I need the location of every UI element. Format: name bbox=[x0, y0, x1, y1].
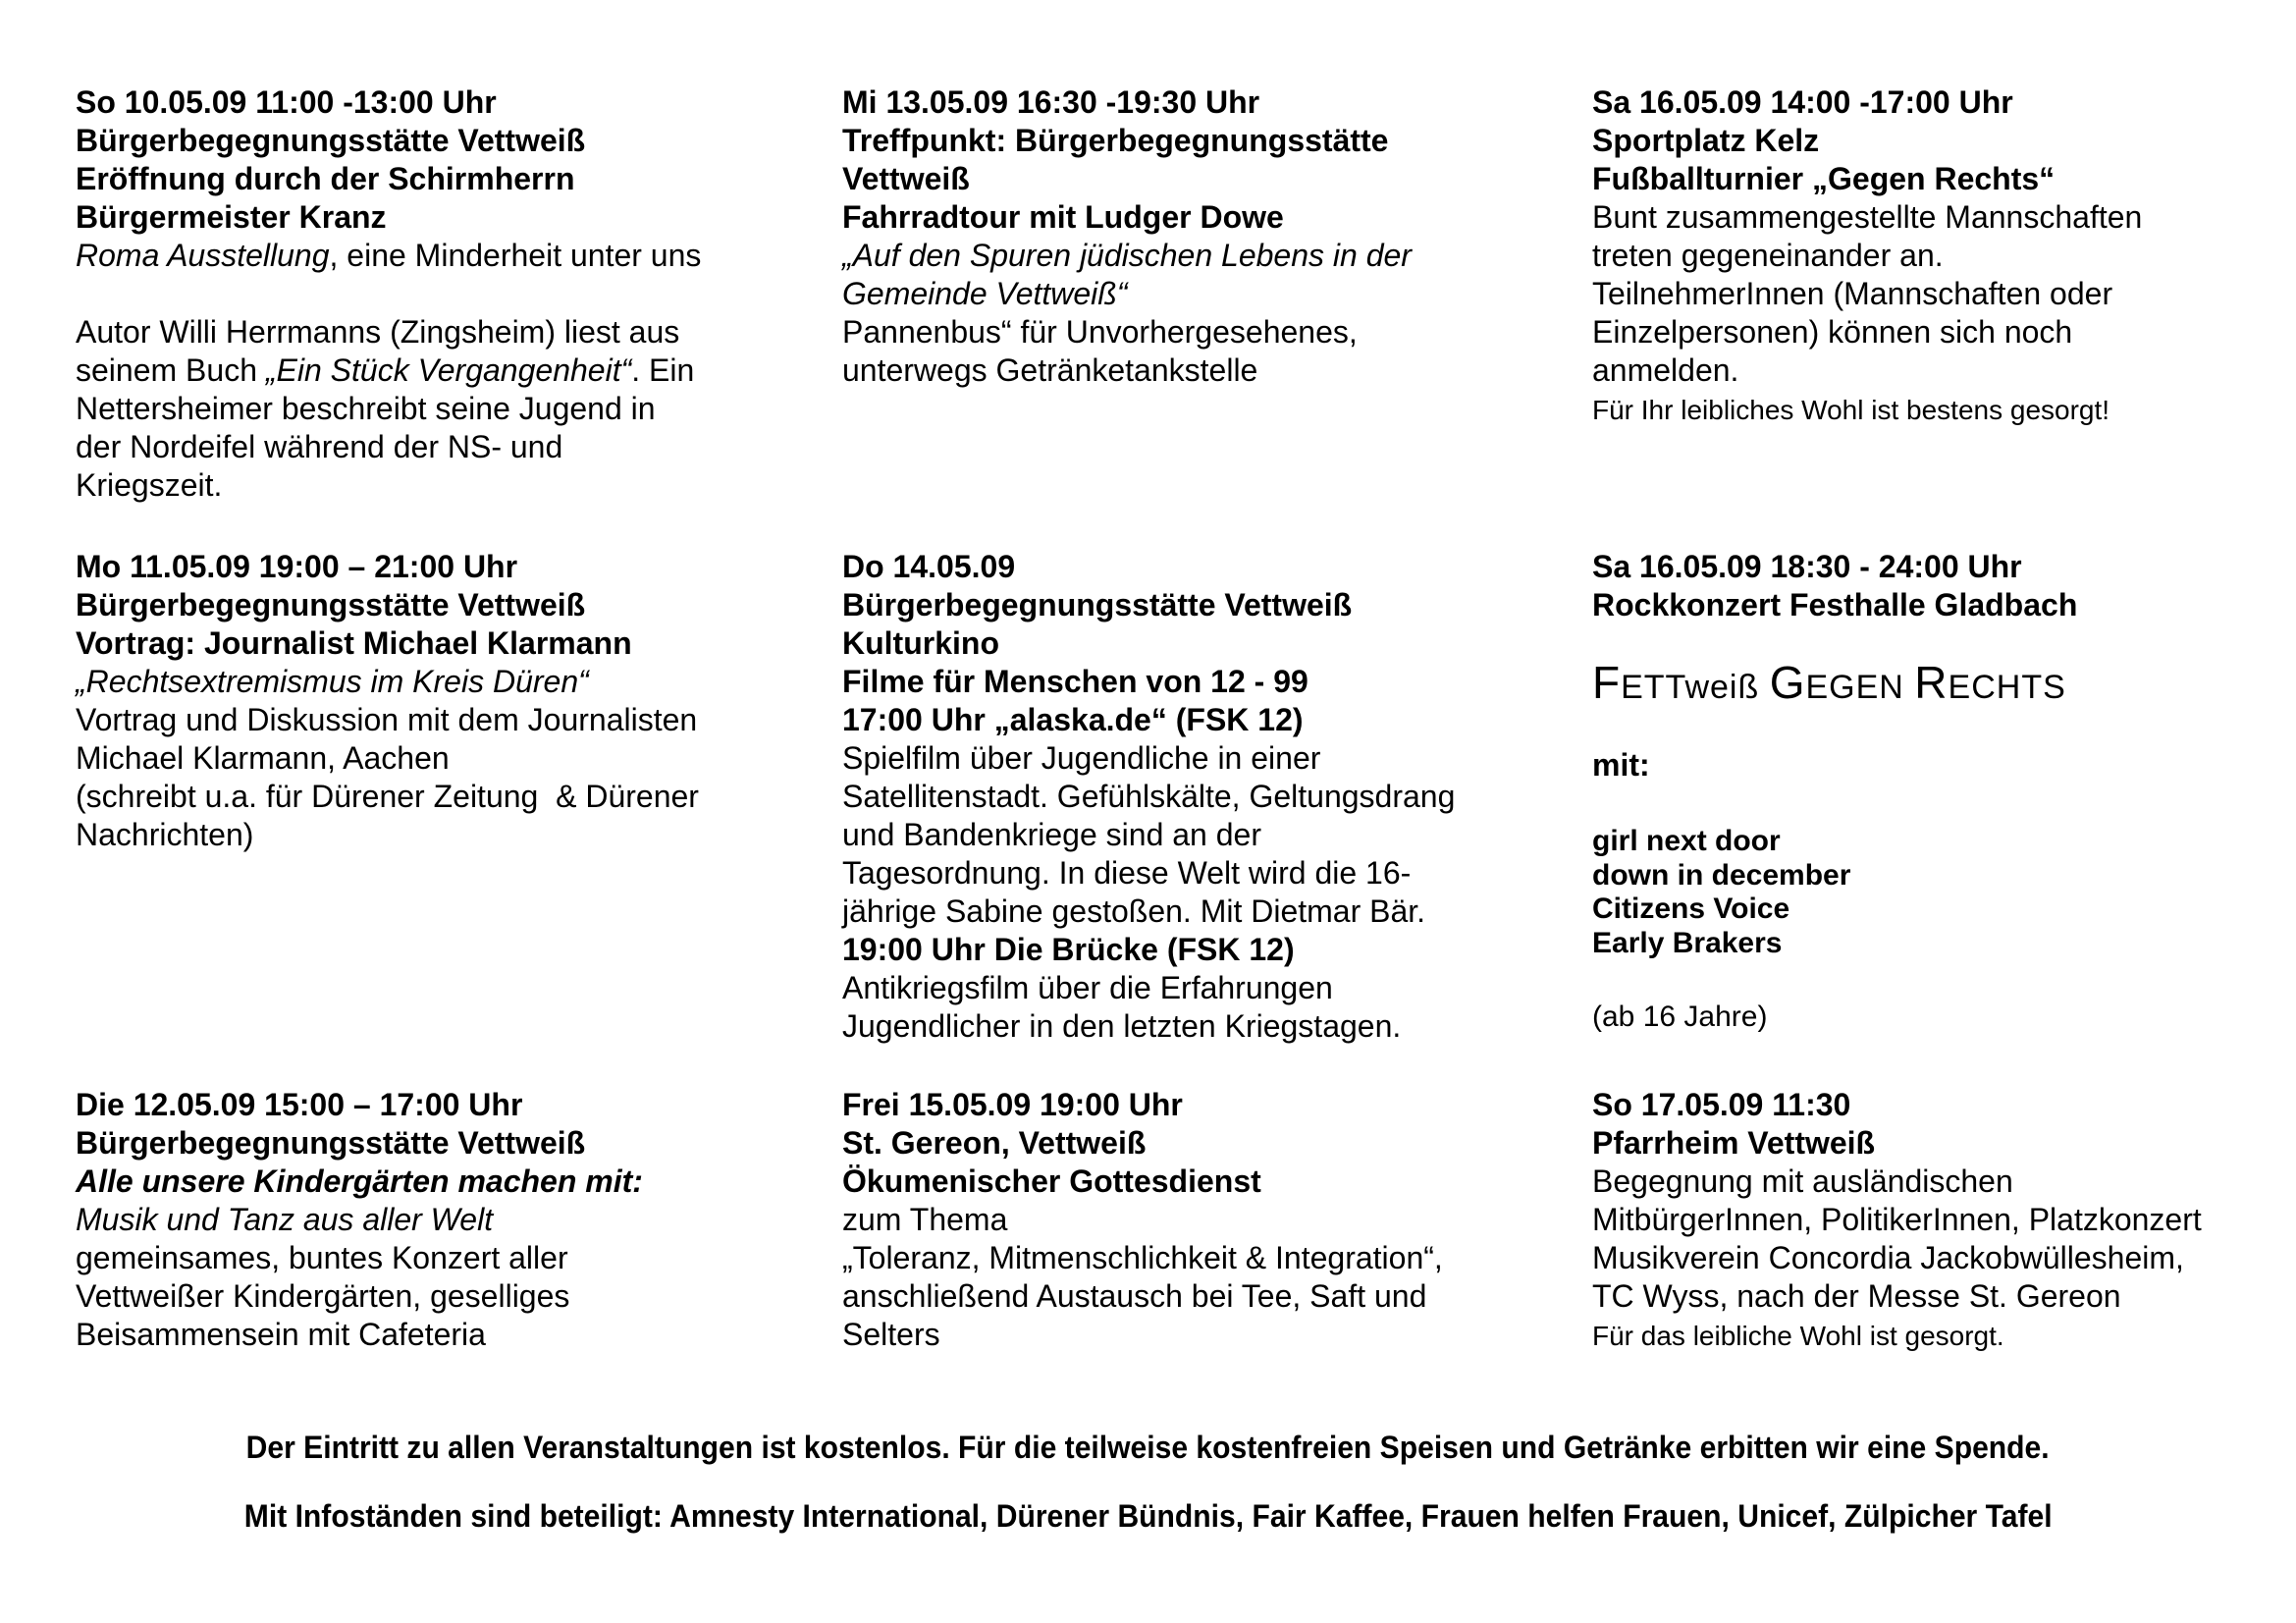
text-line bbox=[1592, 997, 1767, 1036]
text-line bbox=[842, 1201, 1443, 1239]
text-run: So 17.05.09 11:30 bbox=[1592, 1087, 1851, 1122]
text-run bbox=[1759, 669, 1769, 706]
text-line bbox=[842, 1163, 1443, 1201]
text-run: Beisammensein mit Cafeteria bbox=[76, 1317, 486, 1352]
event-fri-ecumenical-service bbox=[842, 1086, 1443, 1354]
text-line bbox=[842, 275, 1412, 313]
text-run: Mi 13.05.09 16:30 -19:30 Uhr bbox=[842, 84, 1260, 120]
text-line bbox=[76, 198, 701, 237]
text-line bbox=[842, 1316, 1443, 1354]
text-run: Bürgermeister Kranz bbox=[76, 199, 387, 235]
text-line bbox=[76, 160, 701, 198]
text-run: Filme für Menschen von 12 - 99 bbox=[842, 664, 1308, 699]
text-run: Do 14.05.09 bbox=[842, 549, 1016, 584]
text-line bbox=[76, 275, 701, 313]
text-line bbox=[842, 122, 1412, 160]
text-run: Für Ihr leibliches Wohl ist bestens gesorgt! bbox=[1592, 395, 2110, 425]
text-run: Tagesordnung. In diese Welt wird die 16- bbox=[842, 855, 1412, 891]
event-mon-lecture-klarmann bbox=[76, 548, 699, 854]
text-line bbox=[1592, 122, 2142, 160]
text-run: anmelden. bbox=[1592, 352, 1739, 388]
text-run: Vettweiß bbox=[842, 161, 970, 196]
text-line bbox=[842, 83, 1412, 122]
text-run: „Toleranz, Mitmenschlichkeit & Integration“, bbox=[842, 1240, 1443, 1275]
event-sun-opening-roma-exhibition bbox=[76, 83, 701, 505]
text-line bbox=[842, 969, 1455, 1007]
text-run: R bbox=[1914, 657, 1949, 708]
text-run: Jugendlicher in den letzten Kriegstagen. bbox=[842, 1008, 1402, 1044]
text-line bbox=[76, 778, 699, 816]
text-line bbox=[76, 586, 699, 624]
text-line bbox=[1592, 160, 2142, 198]
text-run: seinem Buch bbox=[76, 352, 266, 388]
text-line bbox=[1592, 821, 1781, 860]
text-line bbox=[842, 816, 1455, 854]
text-line bbox=[1592, 1201, 2202, 1239]
text-run: 17:00 Uhr „alaska.de“ (FSK 12) bbox=[842, 702, 1304, 737]
text-line bbox=[1592, 1239, 2202, 1277]
text-line bbox=[1592, 923, 1782, 962]
text-run: F bbox=[1592, 657, 1622, 708]
text-line bbox=[76, 390, 701, 428]
text-run: Nettersheimer beschreibt seine Jugend in bbox=[76, 391, 656, 426]
text-run: Citizens Voice bbox=[1592, 893, 1790, 925]
text-run: anschließend Austausch bei Tee, Saft und bbox=[842, 1278, 1427, 1314]
text-line bbox=[76, 1316, 643, 1354]
text-line bbox=[842, 160, 1412, 198]
text-run: Vettweißer Kindergärten, geselliges bbox=[76, 1278, 570, 1314]
text-line bbox=[842, 548, 1455, 586]
event-wed-bike-tour bbox=[842, 83, 1412, 390]
text-line bbox=[842, 624, 1455, 663]
text-run: Spielfilm über Jugendliche in einer bbox=[842, 740, 1321, 776]
text-line bbox=[76, 428, 701, 466]
text-line bbox=[1592, 548, 2022, 586]
text-run: Gemeinde Vettweiß“ bbox=[842, 276, 1128, 311]
text-line bbox=[842, 1277, 1443, 1316]
text-line bbox=[76, 548, 699, 586]
text-run: Eröffnung durch der Schirmherrn bbox=[76, 161, 575, 196]
text-line bbox=[842, 739, 1455, 778]
footer-text: Mit Infoständen sind beteiligt: Amnesty International, Dürener Bündnis, Fair Kaffee, Frauen helfen Frauen, Unicef, Zülpicher Tafel bbox=[243, 1498, 2053, 1534]
text-line bbox=[1592, 352, 2142, 390]
text-run: Musikverein Concordia Jackobwüllesheim, bbox=[1592, 1240, 2184, 1275]
event-thu-culture-cinema bbox=[842, 548, 1455, 1046]
text-line bbox=[76, 1201, 643, 1239]
text-run: gemeinsames, buntes Konzert aller bbox=[76, 1240, 568, 1275]
text-run: Bürgerbegegnungsstätte Vettweiß bbox=[76, 123, 586, 158]
text-line bbox=[1592, 83, 2142, 122]
text-line bbox=[76, 816, 699, 854]
text-line bbox=[842, 198, 1412, 237]
footer-text: Der Eintritt zu allen Veranstaltungen ist kostenlos. Für die teilweise kostenfreien Speisen und Getränke erbitten wir eine Spende. bbox=[245, 1430, 2050, 1465]
text-run: Vortrag: Journalist Michael Klarmann bbox=[76, 625, 632, 661]
text-run: (ab 16 Jahre) bbox=[1592, 1001, 1768, 1033]
text-run: Sa 16.05.09 18:30 - 24:00 Uhr bbox=[1592, 549, 2022, 584]
text-line bbox=[842, 586, 1455, 624]
text-line bbox=[76, 352, 701, 390]
text-run: mit: bbox=[1592, 747, 1650, 783]
text-line bbox=[76, 122, 701, 160]
text-run: Für das leibliche Wohl ist gesorgt. bbox=[1592, 1321, 2004, 1351]
event-tue-kindergarten-concert bbox=[76, 1086, 643, 1354]
text-line bbox=[842, 701, 1455, 739]
text-run: Begegnung mit ausländischen bbox=[1592, 1163, 2013, 1199]
text-run: MitbürgerInnen, PolitikerInnen, Platzkonzert bbox=[1592, 1202, 2202, 1237]
text-line bbox=[76, 701, 699, 739]
text-run: Bürgerbegegnungsstätte Vettweiß bbox=[76, 1125, 586, 1161]
text-run: Bunt zusammengestellte Mannschaften bbox=[1592, 199, 2143, 235]
text-line bbox=[842, 1124, 1443, 1163]
text-run: EGEN bbox=[1805, 669, 1904, 706]
text-run: Rockkonzert Festhalle Gladbach bbox=[1592, 587, 2078, 622]
text-line bbox=[1592, 1086, 2202, 1124]
text-line bbox=[842, 1007, 1455, 1046]
text-line bbox=[76, 466, 701, 505]
text-line bbox=[842, 893, 1455, 931]
text-run: down in december bbox=[1592, 859, 1851, 892]
text-line bbox=[1592, 198, 2142, 237]
text-run bbox=[1904, 669, 1914, 706]
text-run: Alle unsere Kindergärten machen mit: bbox=[76, 1163, 643, 1199]
text-run: „Auf den Spuren jüdischen Lebens in der bbox=[842, 238, 1412, 273]
text-run: Sportplatz Kelz bbox=[1592, 123, 1820, 158]
text-line bbox=[842, 1086, 1443, 1124]
text-run: TeilnehmerInnen (Mannschaften oder bbox=[1592, 276, 2113, 311]
text-run: Fußballturnier „Gegen Rechts“ bbox=[1592, 161, 2056, 196]
text-run: Antikriegsfilm über die Erfahrungen bbox=[842, 970, 1333, 1005]
text-run: Pannenbus“ für Unvorhergesehenes, bbox=[842, 314, 1358, 350]
text-run: „Rechtsextremismus im Kreis Düren“ bbox=[76, 664, 589, 699]
text-run: Early Brakers bbox=[1592, 927, 1783, 959]
text-line bbox=[1592, 275, 2142, 313]
text-run: Kulturkino bbox=[842, 625, 999, 661]
text-run: unterwegs Getränketankstelle bbox=[842, 352, 1258, 388]
text-line bbox=[1592, 313, 2142, 352]
text-run: der Nordeifel während der NS- und bbox=[76, 429, 563, 464]
text-run: Die 12.05.09 15:00 – 17:00 Uhr bbox=[76, 1087, 523, 1122]
text-run: Michael Klarmann, Aachen bbox=[76, 740, 450, 776]
text-line bbox=[1592, 390, 2142, 429]
text-run: Mo 11.05.09 19:00 – 21:00 Uhr bbox=[76, 549, 518, 584]
text-run: G bbox=[1769, 657, 1806, 708]
text-run: 19:00 Uhr Die Brücke (FSK 12) bbox=[842, 932, 1295, 967]
text-run: Vortrag und Diskussion mit dem Journalisten bbox=[76, 702, 698, 737]
footer-note-free-entry bbox=[0, 1429, 2296, 1467]
text-run: St. Gereon, Vettweiß bbox=[842, 1125, 1147, 1161]
text-run: . Ein bbox=[631, 352, 695, 388]
text-run: Einzelpersonen) können sich noch bbox=[1592, 314, 2073, 350]
text-line bbox=[842, 931, 1455, 969]
text-line bbox=[842, 313, 1412, 352]
text-run: Treffpunkt: Bürgerbegegnungsstätte bbox=[842, 123, 1389, 158]
text-line bbox=[842, 854, 1455, 893]
text-run: Kriegszeit. bbox=[76, 467, 223, 503]
text-line bbox=[76, 624, 699, 663]
text-line bbox=[76, 1086, 643, 1124]
text-run: Frei 15.05.09 19:00 Uhr bbox=[842, 1087, 1183, 1122]
event-sat-football-tournament bbox=[1592, 83, 2142, 429]
text-line bbox=[76, 1124, 643, 1163]
text-line bbox=[1592, 657, 2066, 708]
text-run: girl next door bbox=[1592, 825, 1781, 857]
text-run: Autor Willi Herrmanns (Zingsheim) liest aus bbox=[76, 314, 680, 350]
text-line bbox=[76, 313, 701, 352]
text-run: So 10.05.09 11:00 -13:00 Uhr bbox=[76, 84, 497, 120]
text-line bbox=[1592, 237, 2142, 275]
text-line bbox=[842, 237, 1412, 275]
text-run: Musik und Tanz aus aller Welt bbox=[76, 1202, 494, 1237]
text-line bbox=[1592, 889, 1789, 928]
text-line bbox=[842, 1239, 1443, 1277]
footer-note-infostands bbox=[0, 1497, 2296, 1536]
text-run: , eine Minderheit unter uns bbox=[329, 238, 702, 273]
text-run: Sa 16.05.09 14:00 -17:00 Uhr bbox=[1592, 84, 2013, 120]
text-line bbox=[842, 663, 1455, 701]
text-run: Nachrichten) bbox=[76, 817, 254, 852]
text-run: TC Wyss, nach der Messe St. Gereon bbox=[1592, 1278, 2121, 1314]
text-line bbox=[76, 83, 701, 122]
text-run: Roma Ausstellung bbox=[76, 238, 330, 273]
text-run: „Ein Stück Vergangenheit“ bbox=[265, 352, 632, 388]
text-run: jährige Sabine gestoßen. Mit Dietmar Bär. bbox=[842, 893, 1426, 929]
text-run: ECHTS bbox=[1948, 669, 2066, 706]
text-run: Ökumenischer Gottesdienst bbox=[842, 1163, 1261, 1199]
text-run: und Bandenkriege sind an der bbox=[842, 817, 1261, 852]
text-run: (schreibt u.a. für Dürener Zeitung & Dürener bbox=[76, 779, 699, 814]
text-line bbox=[842, 778, 1455, 816]
text-run: Fahrradtour mit Ludger Dowe bbox=[842, 199, 1284, 235]
text-run: zum Thema bbox=[842, 1202, 1008, 1237]
text-line bbox=[1592, 586, 2077, 624]
text-run: treten gegeneinander an. bbox=[1592, 238, 1944, 273]
text-line bbox=[76, 1277, 643, 1316]
text-run: Bürgerbegegnungsstätte Vettweiß bbox=[76, 587, 586, 622]
text-run: Pfarrheim Vettweiß bbox=[1592, 1125, 1876, 1161]
text-line bbox=[76, 1239, 643, 1277]
text-run: weiß bbox=[1684, 669, 1760, 706]
text-line bbox=[1592, 746, 1650, 784]
text-run: ETT bbox=[1621, 669, 1685, 706]
text-line bbox=[76, 1163, 643, 1201]
text-line bbox=[1592, 1316, 2202, 1355]
text-line bbox=[1592, 1163, 2202, 1201]
text-line bbox=[76, 663, 699, 701]
text-line bbox=[76, 739, 699, 778]
text-run: Satellitenstadt. Gefühlskälte, Geltungsdrang bbox=[842, 779, 1456, 814]
text-line bbox=[76, 237, 701, 275]
text-line bbox=[1592, 1277, 2202, 1316]
text-line bbox=[1592, 1124, 2202, 1163]
text-run: Selters bbox=[842, 1317, 940, 1352]
event-sun-parish-meeting bbox=[1592, 1086, 2202, 1355]
text-run: Bürgerbegegnungsstätte Vettweiß bbox=[842, 587, 1353, 622]
text-line bbox=[842, 352, 1412, 390]
